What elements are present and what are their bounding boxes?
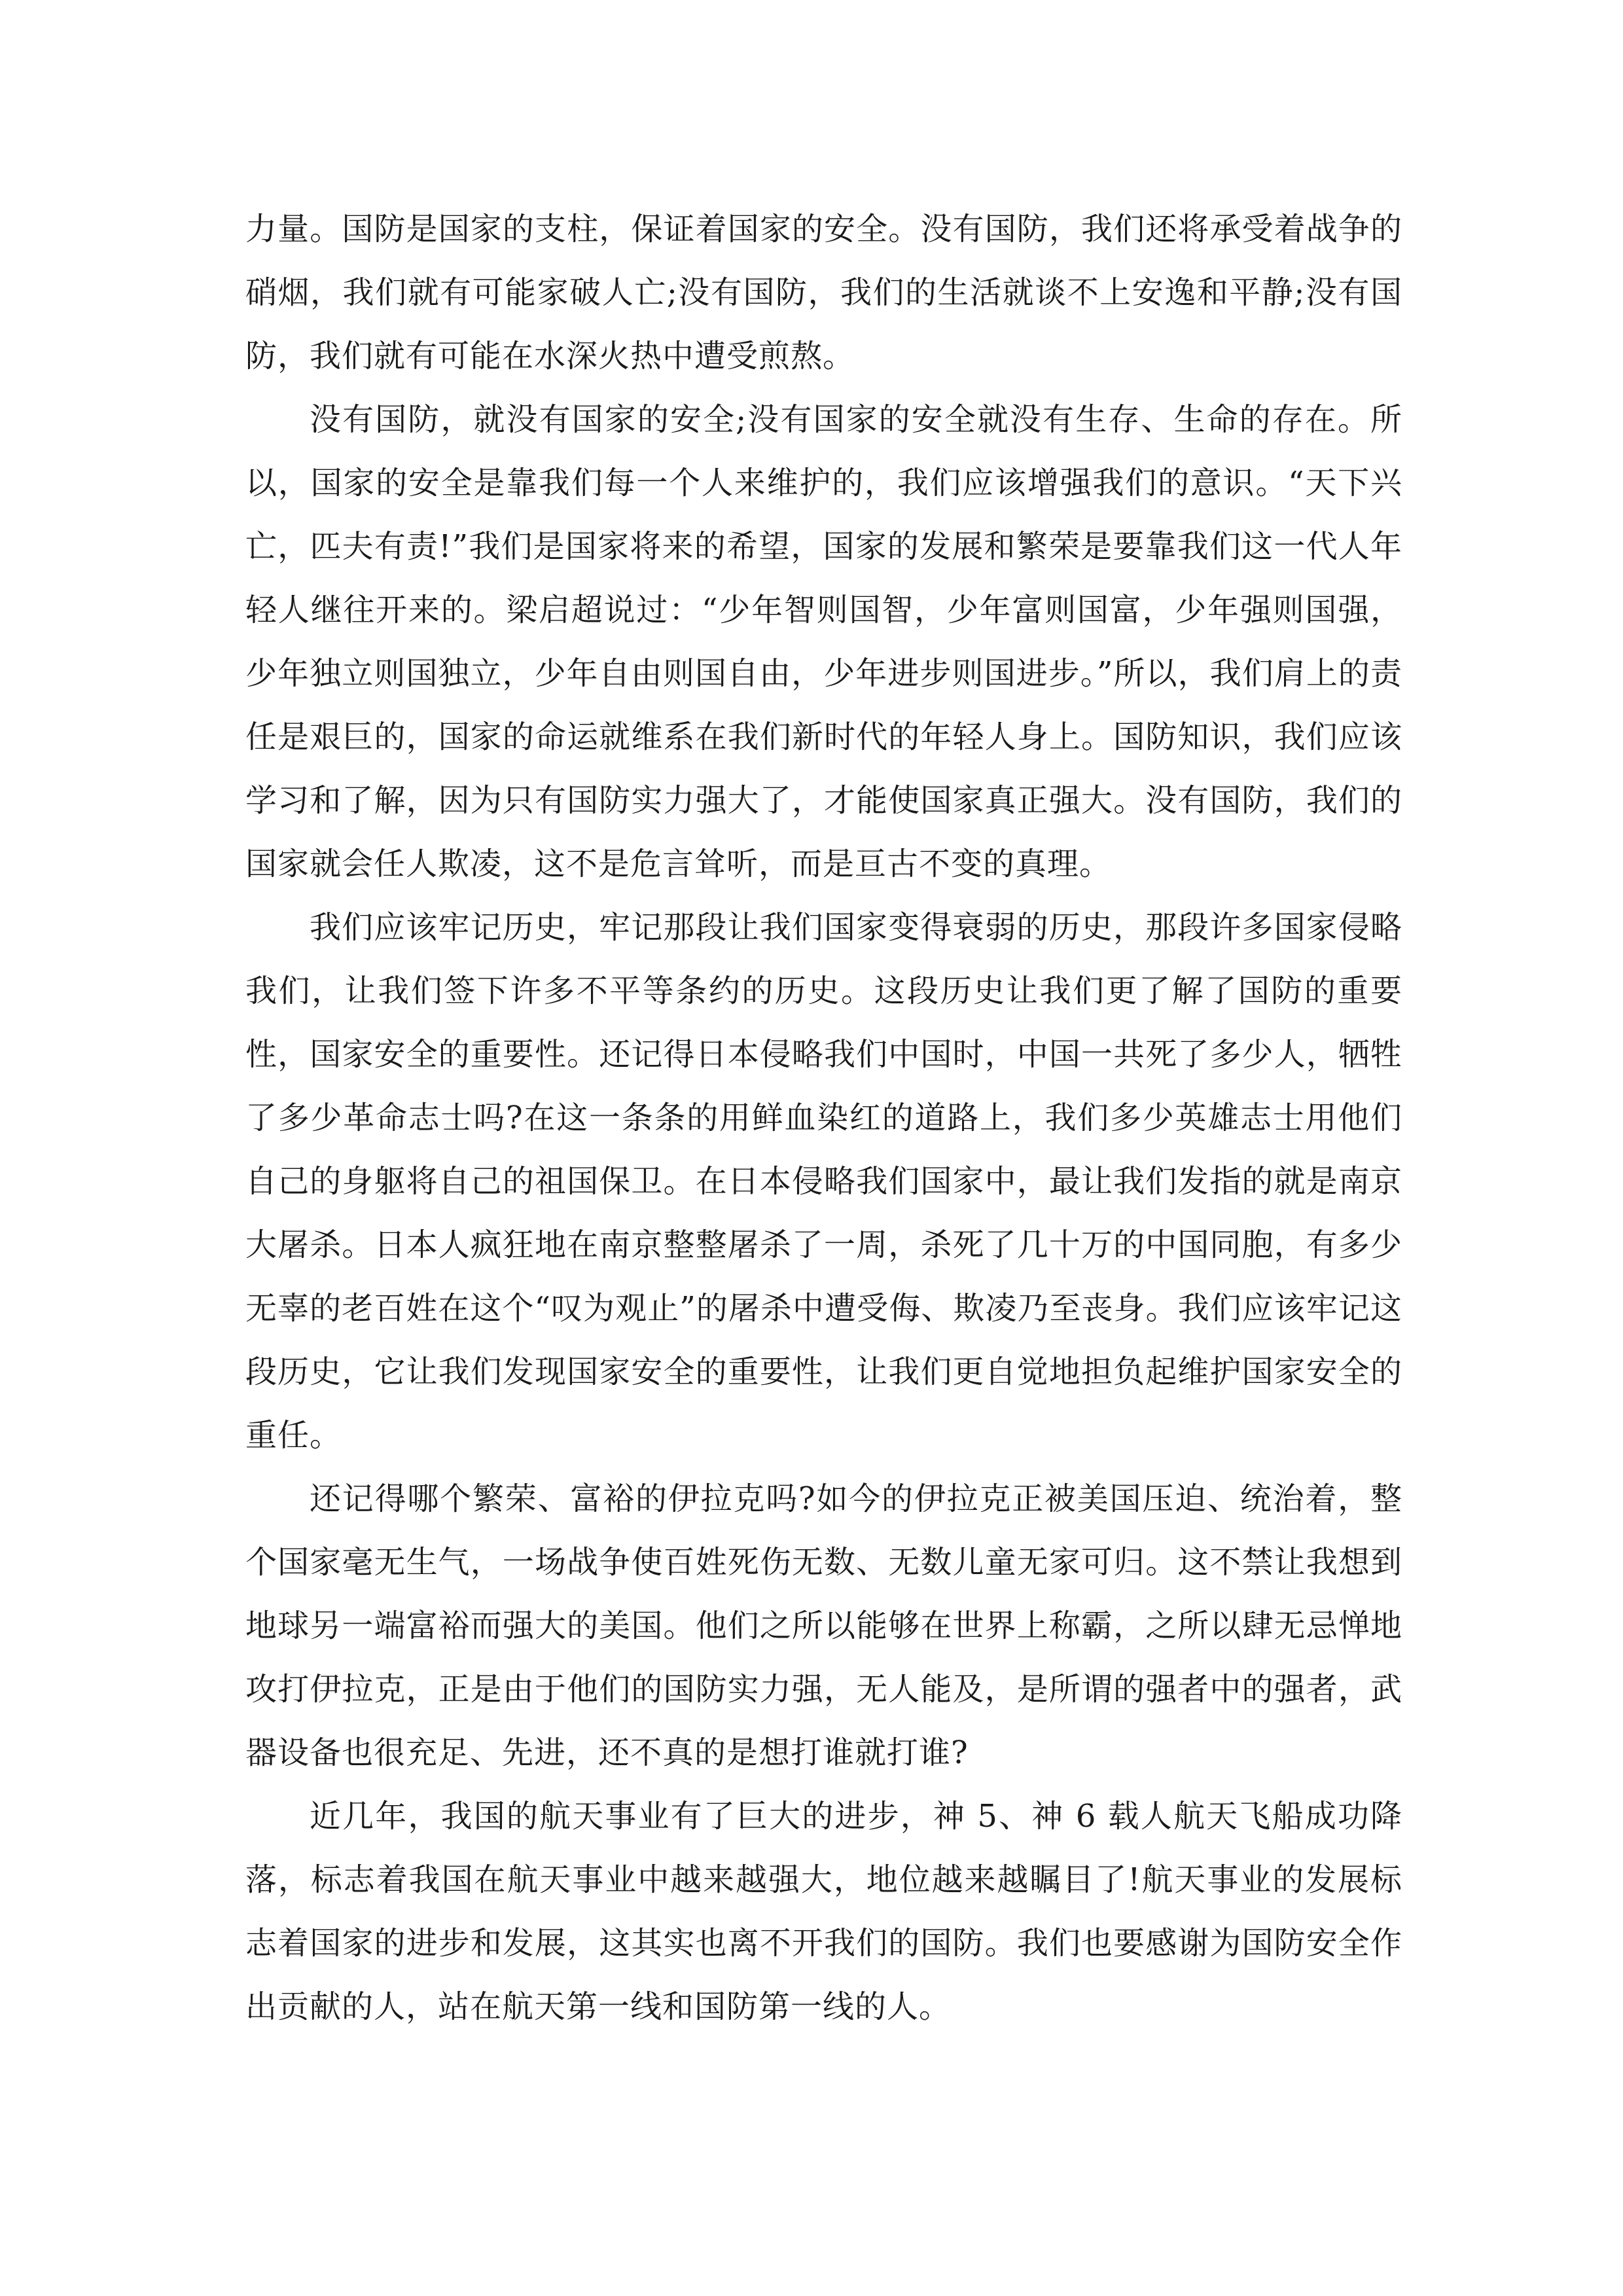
paragraph-1: 力量。国防是国家的支柱，保证着国家的安全。没有国防，我们还将承受着战争的硝烟，我们就有可能家破人亡;没有国防，我们的生活就谈不上安逸和平静;没有国防，我们就有可能在水深火热中遭受煎熬。 xyxy=(245,211,1402,374)
paragraph-2: 没有国防，就没有国家的安全;没有国家的安全就没有生存、生命的存在。所以，国家的安全是靠我们每一个人来维护的，我们应该增强我们的意识。“天下兴亡，匹夫有责!”我们是国家将来的希望，国家的发展和繁荣是要靠我们这一代人年轻人继往开来的。梁启超说过：“少年智则国智，少年富则国富，少年强则国强，少年独立则国独立，少年自由则国自由，少年进步则国进步。”所以，我们肩上的责任是艰巨的，国家的命运就维系在我们新时代的年轻人身上。国防知识，我们应该学习和了解，因为只有国防实力强大了，才能使国家真正强大。没有国防，我们的国家就会任人欺凌，这不是危言耸听，而是亘古不变的真理。 xyxy=(245,401,1402,882)
paragraph-4: 还记得哪个繁荣、富裕的伊拉克吗?如今的伊拉克正被美国压迫、统治着，整个国家毫无生气，一场战争使百姓死伤无数、无数儿童无家可归。这不禁让我想到地球另一端富裕而强大的美国。他们之所以能够在世界上称霸，之所以肆无忌惮地攻打伊拉克，正是由于他们的国防实力强，无人能及，是所谓的强者中的强者，武器设备也很充足、先进，还不真的是想打谁就打谁? xyxy=(245,1480,1402,1771)
document-body xyxy=(245,198,1402,2039)
paragraph-5: 近几年，我国的航天事业有了巨大的进步，神 5、神 6 载人航天飞船成功降落，标志着我国在航天事业中越来越强大，地位越来越瞩目了!航天事业的发展标志着国家的进步和发展，这其实也离不开我们的国防。我们也要感谢为国防安全作出贡献的人，站在航天第一线和国防第一线的人。 xyxy=(245,1798,1402,2025)
paragraph-3: 我们应该牢记历史，牢记那段让我们国家变得衰弱的历史，那段许多国家侵略我们，让我们签下许多不平等条约的历史。这段历史让我们更了解了国防的重要性，国家安全的重要性。还记得日本侵略我们中国时，中国一共死了多少人，牺牲了多少革命志士吗?在这一条条的用鲜血染红的道路上，我们多少英雄志士用他们自己的身躯将自己的祖国保卫。在日本侵略我们国家中，最让我们发指的就是南京大屠杀。日本人疯狂地在南京整整屠杀了一周，杀死了几十万的中国同胞，有多少无辜的老百姓在这个“叹为观止”的屠杀中遭受侮、欺凌乃至丧身。我们应该牢记这段历史，它让我们发现国家安全的重要性，让我们更自觉地担负起维护国家安全的重任。 xyxy=(245,909,1402,1454)
